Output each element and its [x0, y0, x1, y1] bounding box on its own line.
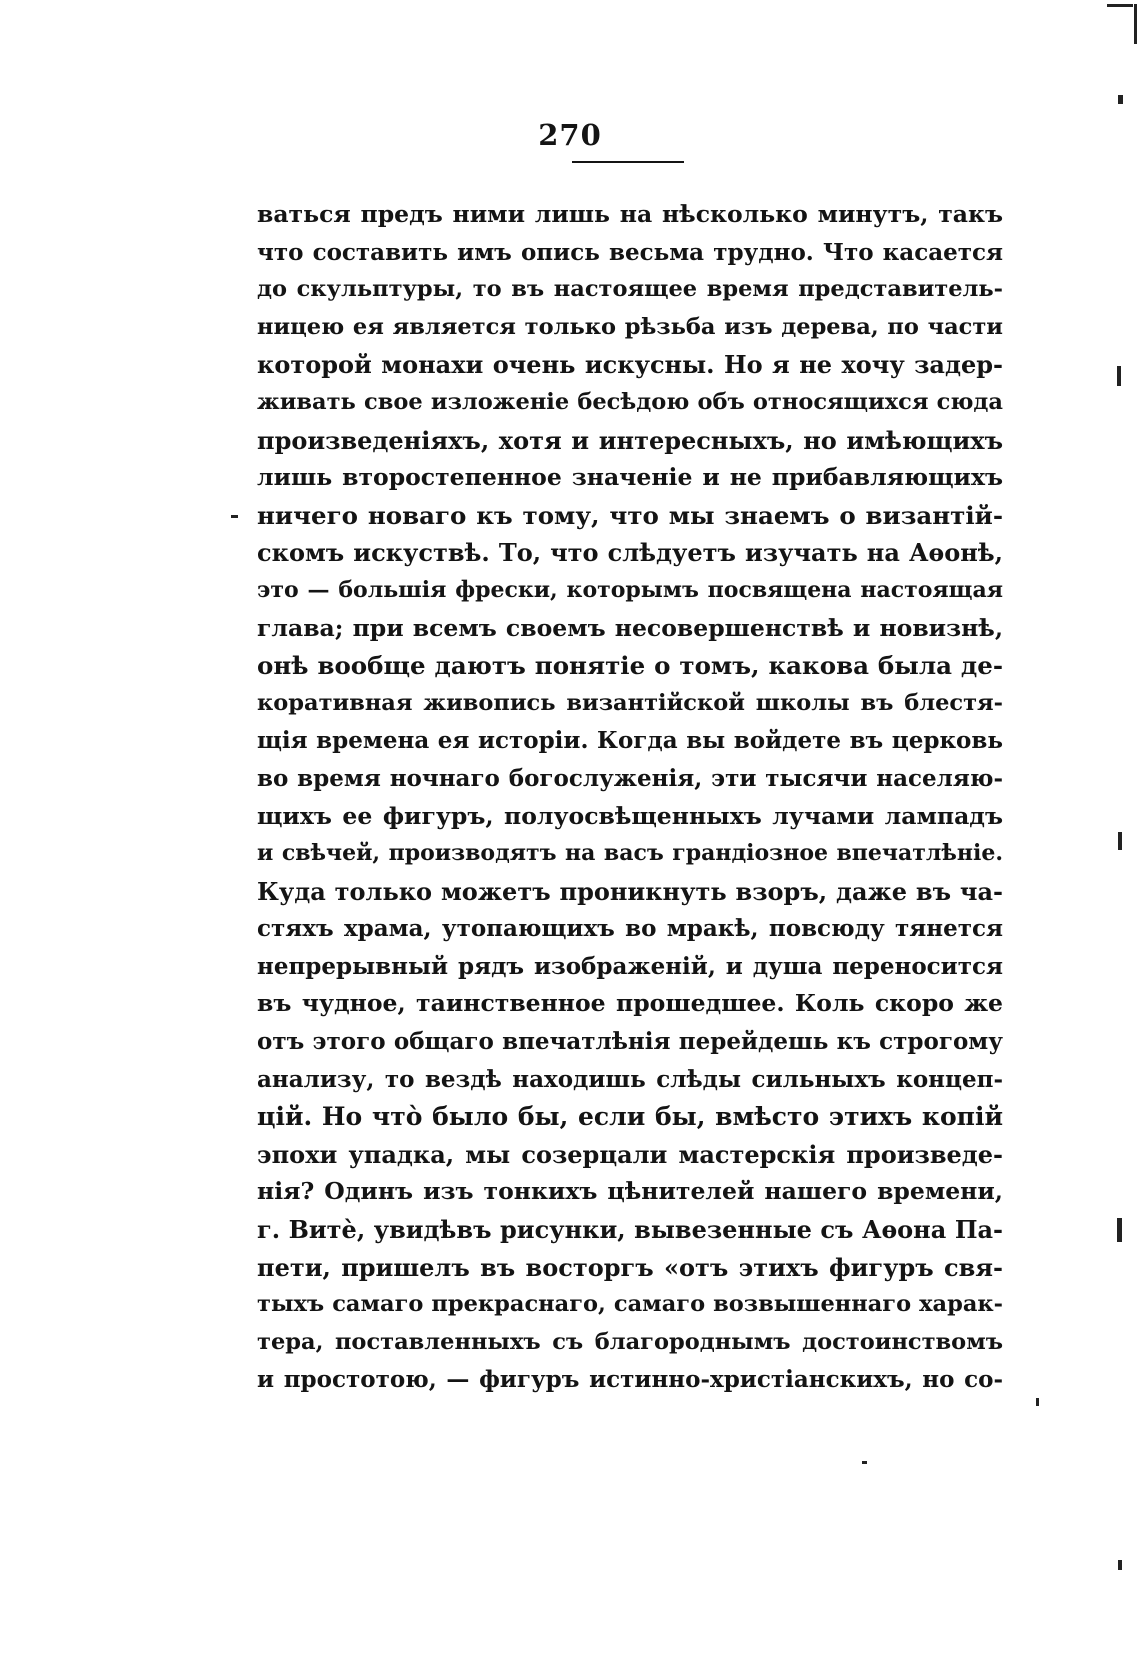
text-line: ничего новаго къ тому, что мы знаемъ о византій- — [257, 500, 1003, 530]
text-line: ваться предъ ними лишь на нѣсколько минутъ, такъ — [257, 200, 1003, 228]
text-line: пети, пришелъ въ восторгъ «отъ этихъ фигуръ свя- — [257, 1252, 1003, 1282]
text-line: лишь второстепенное значеніе и не прибавляющихъ — [257, 463, 1003, 492]
text-line: которой монахи очень искусны. Но я не хочу задер- — [257, 350, 1003, 380]
scan-mark — [1117, 366, 1121, 386]
text-line: и свѣчей, производятъ на васъ грандіозное впечатлѣніе. — [257, 840, 1003, 867]
scan-mark — [1134, 4, 1137, 44]
page-number: 270 — [538, 118, 602, 152]
text-line: коративная живопись византійской школы въ блестя- — [257, 689, 1003, 716]
scan-mark — [862, 1461, 867, 1464]
text-line: г. Витѐ, увидѣвъ рисунки, вывезенные съ Аѳона Па- — [257, 1215, 1003, 1245]
text-line: стяхъ храма, утопающихъ во мракѣ, повсюду тянется — [257, 915, 1003, 943]
scan-mark — [1118, 95, 1123, 104]
text-line: живать свое изложеніе бесѣдою объ относящихся сюда — [257, 388, 1003, 415]
text-line: Куда только можетъ проникнуть взоръ, даже въ ча- — [257, 876, 1003, 906]
text-line: это — большія фрески, которымъ посвящена настоящая — [257, 576, 1003, 603]
text-line: щія времена ея исторіи. Когда вы войдете въ церковь — [257, 727, 1003, 755]
text-line: щихъ ее фигуръ, полуосвѣщенныхъ лучами лампадъ — [257, 801, 1003, 830]
text-line: нія? Одинъ изъ тонкихъ цѣнителей нашего времени, — [257, 1177, 1003, 1206]
text-line: до скульптуры, то въ настоящее время представитель- — [257, 276, 1003, 303]
scan-mark — [1036, 1398, 1039, 1406]
text-line: тыхъ самаго прекраснаго, самаго возвышеннаго харак- — [257, 1291, 1003, 1318]
text-line: глава; при всемъ своемъ несовершенствѣ и новизнѣ, — [257, 613, 1003, 642]
scan-mark — [1107, 4, 1133, 7]
body-text — [257, 196, 1003, 1399]
scan-mark — [231, 515, 238, 518]
text-line: онѣ вообще даютъ понятіе о томъ, какова была де- — [257, 651, 1003, 681]
text-line: произведеніяхъ, хотя и интересныхъ, но имѣющихъ — [257, 425, 1003, 455]
text-line: отъ этого общаго впечатлѣнія перейдешь къ строгому — [257, 1028, 1003, 1056]
text-line: непрерывный рядъ изображеній, и душа переносится — [257, 952, 1003, 980]
text-line: тера, поставленныхъ съ благороднымъ достоинствомъ — [257, 1328, 1003, 1355]
text-line: и простотою, — фигуръ истинно-христіанскихъ, но со- — [257, 1366, 1003, 1394]
text-line: анализу, то вездѣ находишь слѣды сильныхъ концеп- — [257, 1065, 1003, 1093]
text-line: во время ночнаго богослуженія, эти тысячи населяю- — [257, 764, 1003, 792]
text-line: что составить имъ опись весьма трудно. Что касается — [257, 238, 1003, 266]
page-number-rule — [572, 161, 684, 163]
text-line: въ чудное, таинственное прошедшее. Коль скоро же — [257, 989, 1003, 1018]
scan-mark — [1117, 1218, 1122, 1242]
text-line: скомъ искуствѣ. То, что слѣдуетъ изучать на Аѳонѣ, — [257, 538, 1003, 568]
text-line: ницею ея является только рѣзьба изъ дерева, по части — [257, 313, 1003, 340]
scan-mark — [1118, 1560, 1122, 1570]
scan-mark — [1118, 832, 1122, 850]
text-line: эпохи упадка, мы созерцали мастерскія произведе- — [257, 1139, 1003, 1169]
text-line: цій. Но что̀ было бы, если бы, вмѣсто этихъ копій — [257, 1102, 1003, 1132]
